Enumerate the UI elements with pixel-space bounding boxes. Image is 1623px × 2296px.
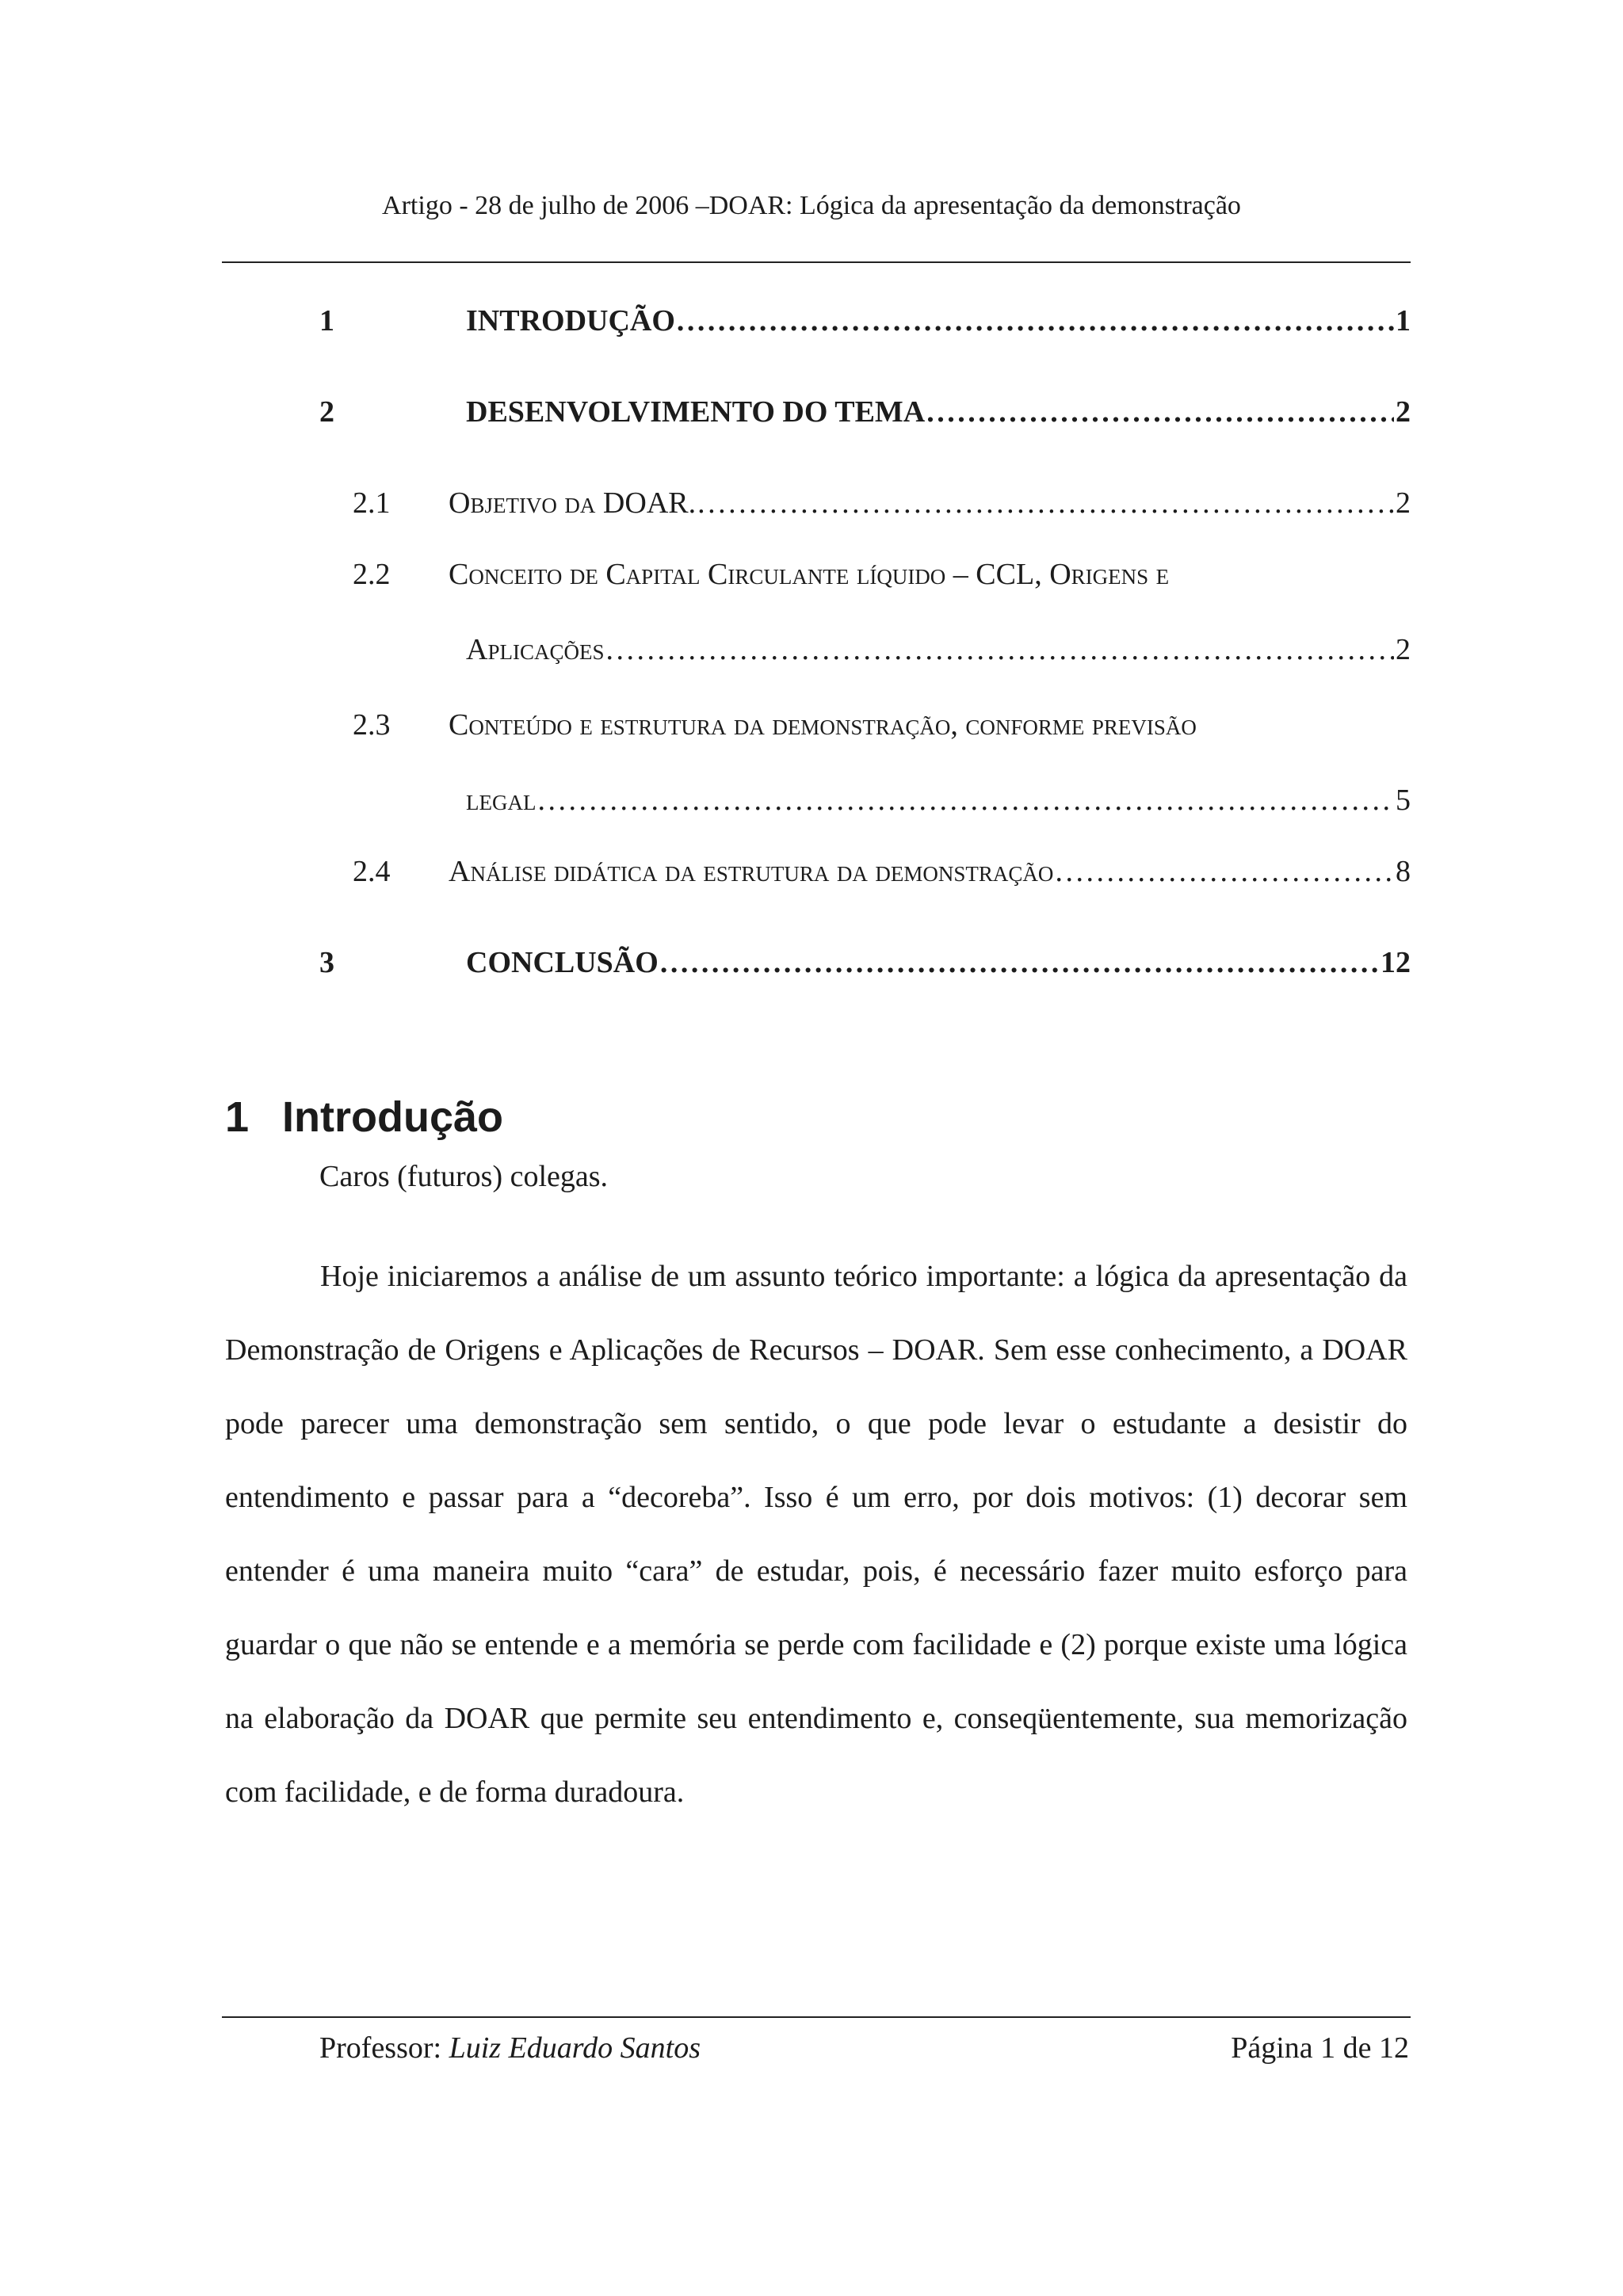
toc-page-number: 2 (1396, 633, 1411, 666)
toc-number: 2.2 (353, 558, 391, 591)
toc-entry-analise[interactable] (0, 848, 1623, 895)
section-number: 1 (225, 1093, 250, 1141)
toc-title: Objetivo da DOAR. (449, 486, 697, 520)
toc-number: 3 (319, 946, 334, 979)
page-header: Artigo - 28 de julho de 2006 –DOAR: Lógica da apresentação da demonstração (382, 191, 1241, 220)
toc-entry-conceito-cont[interactable] (0, 626, 1623, 673)
toc-page-number: 12 (1381, 946, 1411, 979)
author-name: Luiz Eduardo Santos (449, 2031, 701, 2065)
salutation-text: Caros (futuros) colegas. (319, 1160, 609, 1193)
body-paragraph: Hoje iniciaremos a análise de um assunto teórico importante: a lógica da apresentação da Demonstração de Origens e Aplicações de Recursos – DOAR. Sem esse conhecimento, a DOAR pode parecer uma demonstração sem sentido, o que pode levar o estudante a desistir do entendimento e passar para a “decoreba”. Isso é um erro, por dois motivos: (1) decorar sem entender é uma maneira muito “cara” de estudar, pois, é necessário fazer muito esforço para guardar o que não se entende e a memória se perde com facilidade e (2) porque existe uma lógica na elaboração da DOAR que permite seu entendimento e, conseqüentemente, sua memorização com facilidade, e de forma duradoura. (225, 1260, 1407, 1809)
toc-title: legal (466, 784, 537, 817)
toc-leader (537, 776, 1394, 824)
toc-entry-conteudo-cont[interactable] (0, 776, 1623, 824)
toc-entry-introducao[interactable] (0, 297, 1623, 345)
toc-leader (1055, 848, 1394, 895)
toc-entry-objetivo[interactable] (0, 479, 1623, 527)
toc-title: Análise didática da estrutura da demonstração (449, 855, 1054, 888)
toc-page-number: 1 (1396, 304, 1411, 338)
toc-title: Aplicações (466, 633, 605, 666)
toc-page-number: 2 (1396, 486, 1411, 520)
toc-title: Conceito de Capital Circulante líquido – CCL, Origens e (449, 558, 1170, 591)
section-heading (225, 1089, 503, 1145)
toc-title: INTRODUÇÃO (466, 304, 675, 338)
toc-number: 2.4 (353, 855, 391, 888)
toc-leader (926, 388, 1394, 436)
toc-number: 2.3 (353, 708, 391, 742)
toc-title: CONCLUSÃO (466, 946, 659, 979)
toc-entry-desenvolvimento[interactable] (0, 388, 1623, 436)
footer-author (319, 2028, 701, 2068)
toc-title: DESENVOLVIMENTO DO TEMA (466, 395, 926, 429)
toc-leader (677, 297, 1394, 345)
toc-number: 1 (319, 304, 334, 338)
toc-number: 2 (319, 395, 334, 429)
footer-divider (222, 2016, 1411, 2018)
page-number: Página 1 de 12 (1231, 2031, 1409, 2065)
toc-page-number: 2 (1396, 395, 1411, 429)
toc-title: Conteúdo e estrutura da demonstração, conforme previsão (449, 708, 1197, 742)
toc-leader (660, 939, 1379, 986)
section-title: Introdução (282, 1093, 503, 1141)
toc-page-number: 8 (1396, 855, 1411, 888)
toc-leader (697, 479, 1394, 527)
footer-label: Professor: (319, 2031, 442, 2065)
header-divider (222, 261, 1411, 263)
toc-leader (605, 626, 1394, 673)
toc-entry-conclusao[interactable] (0, 939, 1623, 986)
toc-entry-conteudo[interactable] (0, 701, 1623, 749)
toc-entry-conceito[interactable] (0, 551, 1623, 598)
toc-page-number: 5 (1396, 784, 1411, 817)
toc-number: 2.1 (353, 486, 391, 520)
